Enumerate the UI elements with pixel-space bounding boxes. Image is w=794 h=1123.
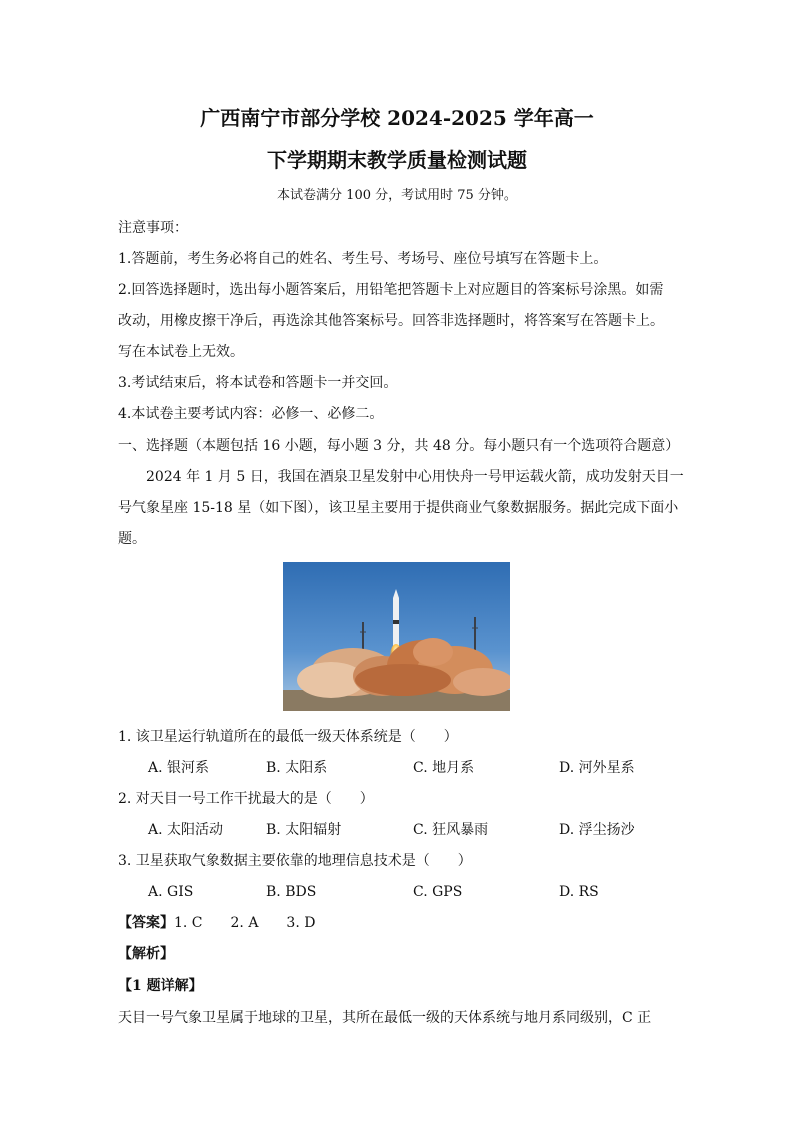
note-line: 2.回答选择题时，选出每小题答案后，用铅笔把答题卡上对应题目的答案标号涂黑。如需	[118, 282, 664, 298]
question-2-option-b: B. 太阳辐射	[266, 822, 342, 838]
question-2-stem: 2. 对天目一号工作干扰最大的是（ ）	[118, 791, 374, 807]
question-2-option-d: D. 浮尘扬沙	[559, 822, 635, 838]
question-1-option-b: B. 太阳系	[266, 760, 328, 776]
title-line-1: 广西南宁市部分学校 2024-2025 学年高一	[200, 106, 594, 130]
passage-line: 题。	[118, 531, 146, 547]
notes-heading: 注意事项：	[118, 220, 188, 236]
detail-label: 【1 题详解】	[118, 978, 203, 994]
note-line: 改动，用橡皮擦干净后，再选涂其他答案标号。回答非选择题时，将答案写在答题卡上。	[118, 313, 664, 329]
question-1-stem: 1. 该卫星运行轨道所在的最低一级天体系统是（ ）	[118, 729, 458, 745]
answer-line	[118, 913, 315, 933]
note-line: 1.答题前，考生务必将自己的姓名、考生号、考场号、座位号填写在答题卡上。	[118, 251, 608, 267]
title-line-2: 下学期期末教学质量检测试题	[267, 148, 527, 172]
section-heading: 一、选择题（本题包括 16 小题，每小题 3 分，共 48 分。每小题只有一个选项符合题意）	[118, 438, 680, 454]
question-2-option-c: C. 狂风暴雨	[413, 822, 489, 838]
note-line: 4.本试卷主要考试内容：必修一、必修二。	[118, 406, 384, 422]
question-3-option-a: A. GIS	[148, 884, 194, 900]
exam-info: 本试卷满分 100 分，考试用时 75 分钟。	[277, 188, 517, 203]
question-1-option-d: D. 河外星系	[559, 760, 635, 776]
note-line: 写在本试卷上无效。	[118, 344, 244, 360]
passage-line: 号气象星座 15-18 星（如下图），该卫星主要用于提供商业气象数据服务。据此完成下面小	[118, 500, 679, 516]
question-3-option-b: B. BDS	[266, 884, 317, 900]
question-3-option-c: C. GPS	[413, 884, 463, 900]
analysis-label: 【解析】	[118, 946, 174, 962]
rocket-launch-photo	[283, 562, 510, 711]
answer-text: 1. C 2. A 3. D	[174, 915, 316, 931]
question-3-option-d: D. RS	[559, 884, 599, 900]
question-1-option-a: A. 银河系	[148, 760, 210, 776]
passage-line: 2024 年 1 月 5 日，我国在酒泉卫星发射中心用快舟一号甲运载火箭，成功发射天目一	[146, 469, 684, 485]
detail-text: 天目一号气象卫星属于地球的卫星，其所在最低一级的天体系统与地月系同级别，C 正	[118, 1010, 652, 1026]
answer-label: 【答案】	[118, 915, 174, 931]
note-line: 3.考试结束后，将本试卷和答题卡一并交回。	[118, 375, 398, 391]
question-3-stem: 3. 卫星获取气象数据主要依靠的地理信息技术是（ ）	[118, 853, 472, 869]
question-2-option-a: A. 太阳活动	[148, 822, 224, 838]
question-1-option-c: C. 地月系	[413, 760, 475, 776]
